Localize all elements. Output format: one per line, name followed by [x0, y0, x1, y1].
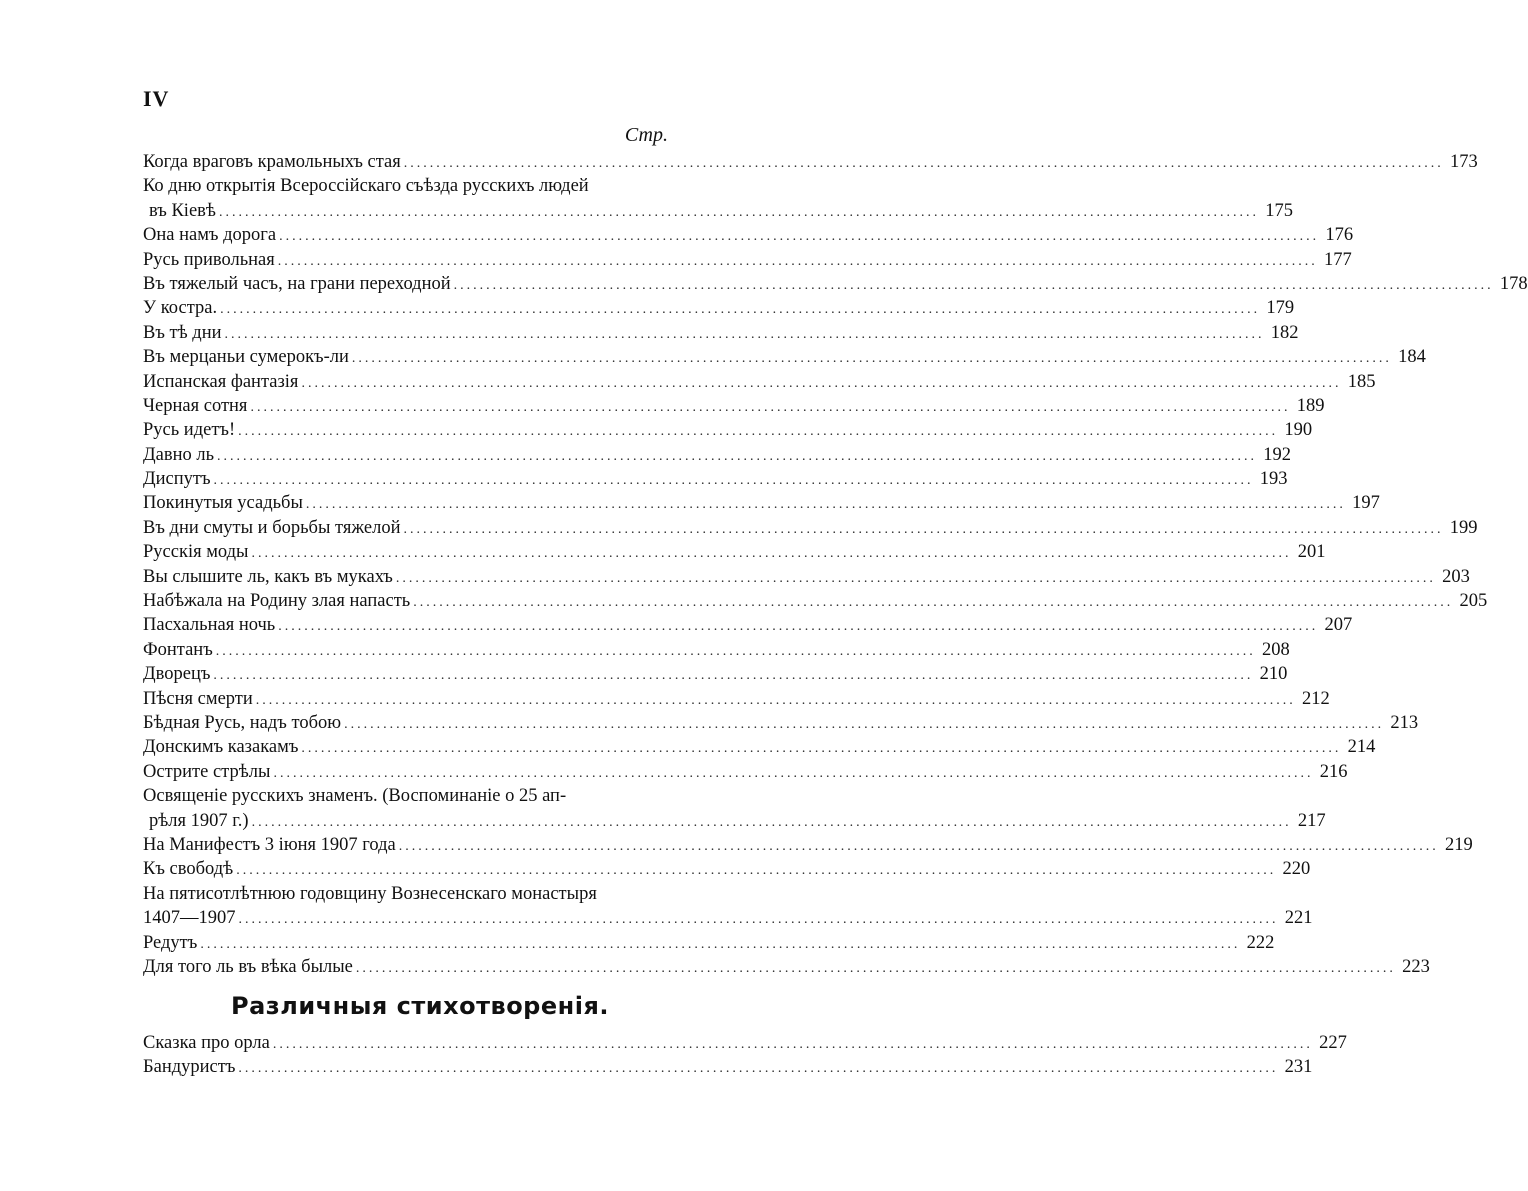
entry-title: У костра. — [143, 298, 218, 319]
toc-entry — [143, 321, 1299, 345]
entry-title: Въ тѣ дни — [143, 322, 222, 343]
toc-entry — [143, 394, 1325, 418]
dot-leader: ................................................................................................................................................................ — [215, 643, 1256, 659]
toc-entry — [143, 516, 1478, 540]
toc-entry — [143, 760, 1348, 784]
toc-entry — [143, 638, 1290, 662]
dot-leader: ................................................................................................................................................................ — [403, 521, 1444, 537]
entry-title: На Манифестъ 3 іюня 1907 года — [143, 834, 396, 855]
toc-entry — [143, 248, 1352, 272]
entry-page: 212 — [1302, 688, 1330, 709]
entry-page: 220 — [1282, 859, 1311, 880]
entry-title: Редутъ — [143, 932, 198, 953]
entry-title: Русь привольная — [143, 249, 275, 270]
toc-entry — [143, 272, 1528, 296]
entry-page: 192 — [1263, 444, 1292, 465]
page-number: IV — [143, 86, 170, 111]
toc-entry — [143, 662, 1288, 686]
entry-page: 217 — [1297, 810, 1326, 831]
entry-title: Пѣсня смерти — [143, 688, 253, 709]
entry-title: Она намъ дорога — [143, 225, 277, 246]
entry-page: 189 — [1296, 395, 1325, 416]
table-of-contents-section — [143, 1031, 1347, 1080]
toc-entry — [143, 687, 1330, 711]
dot-leader: ................................................................................................................................................................ — [213, 473, 1254, 489]
dot-leader: ................................................................................................................................................................ — [250, 399, 1291, 415]
entry-page: 185 — [1347, 371, 1376, 392]
toc-entry — [143, 613, 1353, 637]
entry-title: Русь идетъ! — [143, 420, 236, 441]
entry-title: Донскимъ казакамъ — [143, 737, 299, 758]
entry-title-line1: На пятисотлѣтнюю годовщину Вознесенскаго монастыря — [143, 883, 597, 904]
dot-leader: ................................................................................................................................................................ — [351, 351, 1392, 367]
entry-title: Въ дни смуты и борьбы тяжелой — [143, 517, 401, 538]
dot-leader: ................................................................................................................................................................ — [273, 765, 1314, 781]
entry-title: Покинутыя усадьбы — [143, 493, 303, 514]
dot-leader: ................................................................................................................................................................ — [238, 424, 1279, 440]
entry-title: Пасхальная ночь — [143, 615, 276, 636]
entry-title: Въ тяжелый часъ, на грани переходной — [143, 273, 451, 294]
entry-page: 199 — [1449, 517, 1478, 538]
toc-entry — [143, 467, 1288, 491]
entry-title: Когда враговъ крамольныхъ стая — [143, 152, 401, 172]
entry-title: Русскія моды — [143, 542, 249, 563]
toc-entry — [143, 1031, 1347, 1055]
entry-title: въ Кіевѣ — [149, 200, 216, 221]
entry-page: 184 — [1398, 347, 1426, 368]
toc-entry — [143, 931, 1275, 955]
entry-title-line1: Ко дню открытія Всероссійскаго съѣзда русскихъ людей — [143, 176, 589, 197]
entry-page: 176 — [1325, 225, 1354, 246]
dot-leader: ................................................................................................................................................................ — [238, 1061, 1279, 1077]
dot-leader: ................................................................................................................................................................ — [395, 570, 1436, 586]
toc-entry — [143, 296, 1295, 320]
entry-title: Вы слышите ль, какъ въ мукахъ — [143, 566, 393, 587]
dot-leader: ................................................................................................................................................................ — [305, 497, 1346, 513]
dot-leader: ................................................................................................................................................................ — [251, 814, 1292, 830]
toc-entry — [143, 711, 1419, 735]
table-of-contents — [143, 150, 1528, 979]
entry-page: 222 — [1246, 932, 1275, 953]
entry-page: 210 — [1259, 664, 1288, 685]
entry-title: Бандуристъ — [143, 1057, 236, 1078]
entry-title: Черная сотня — [143, 395, 248, 416]
entry-title: Въ мерцаньи сумерокъ-ли — [143, 347, 349, 368]
dot-leader: ................................................................................................................................................................ — [236, 863, 1277, 879]
toc-entry — [143, 565, 1470, 589]
toc-entry — [143, 370, 1376, 394]
entry-page: 207 — [1324, 615, 1353, 636]
entry-title: Испанская фантазія — [143, 371, 299, 392]
entry-page: 219 — [1445, 834, 1473, 855]
dot-leader: ................................................................................................................................................................ — [277, 253, 1318, 269]
dot-leader: ................................................................................................................................................................ — [413, 595, 1454, 611]
entry-title: Фонтанъ — [143, 639, 213, 660]
entry-page: 182 — [1270, 322, 1299, 343]
toc-entry — [143, 443, 1292, 467]
dot-leader: ................................................................................................................................................................ — [355, 960, 1396, 976]
entry-title: 1407—1907 — [143, 908, 236, 929]
dot-leader: ................................................................................................................................................................ — [278, 619, 1319, 635]
dot-leader: ................................................................................................................................................................ — [255, 692, 1296, 708]
dot-leader: ................................................................................................................................................................ — [224, 326, 1265, 342]
entry-page: 214 — [1347, 737, 1376, 758]
entry-title: Сказка про орла — [143, 1033, 270, 1053]
dot-leader: ................................................................................................................................................................ — [398, 838, 1439, 854]
dot-leader: ................................................................................................................................................................ — [279, 229, 1320, 245]
entry-title: Для того ль въ вѣка былые — [143, 956, 353, 977]
entry-page: 205 — [1459, 591, 1488, 612]
entry-title: Набѣжала на Родину злая напасть — [143, 591, 411, 612]
dot-leader: ................................................................................................................................................................ — [301, 741, 1342, 757]
toc-entry — [143, 1055, 1313, 1079]
entry-title: Къ свободѣ — [143, 859, 234, 880]
toc-entry — [143, 882, 1313, 931]
dot-leader: ................................................................................................................................................................ — [251, 546, 1292, 562]
toc-entry — [143, 784, 1326, 833]
entry-page: 197 — [1352, 493, 1380, 514]
page-column-header: Стр. — [624, 124, 668, 146]
toc-entry — [143, 589, 1488, 613]
toc-entry — [143, 540, 1326, 564]
toc-entry — [143, 955, 1430, 979]
dot-leader: ................................................................................................................................................................ — [200, 936, 1241, 952]
toc-entry — [143, 735, 1376, 759]
toc-entry — [143, 418, 1313, 442]
dot-leader: ................................................................................................................................................................ — [301, 375, 1342, 391]
dot-leader: ................................................................................................................................................................ — [403, 156, 1444, 171]
entry-title: Бѣдная Русь, надъ тобою — [143, 712, 342, 733]
toc-entry — [143, 150, 1478, 174]
entry-page: 201 — [1297, 542, 1326, 563]
dot-leader: ................................................................................................................................................................ — [238, 912, 1279, 928]
entry-page: 221 — [1284, 908, 1313, 929]
entry-page: 231 — [1284, 1057, 1313, 1078]
toc-entry — [143, 833, 1473, 857]
toc-entry — [143, 491, 1380, 515]
dot-leader: ................................................................................................................................................................ — [213, 668, 1254, 684]
dot-leader: ................................................................................................................................................................ — [220, 302, 1261, 318]
toc-entry — [143, 223, 1354, 247]
entry-page: 216 — [1319, 761, 1348, 782]
entry-page: 208 — [1262, 639, 1290, 660]
entry-page: 227 — [1319, 1033, 1347, 1053]
entry-page: 177 — [1324, 249, 1352, 270]
entry-title: Диспутъ — [143, 469, 211, 490]
entry-title: Острите стрѣлы — [143, 761, 271, 782]
section-heading: Различныя стихотворенія. — [231, 992, 609, 1020]
entry-page: 178 — [1499, 273, 1528, 294]
toc-entry — [143, 345, 1426, 369]
toc-entry — [143, 857, 1311, 881]
entry-page: 223 — [1402, 956, 1430, 977]
entry-title-line1: Освященіе русскихъ знаменъ. (Воспоминаніе о 25 ап- — [143, 786, 567, 807]
toc-entry — [143, 174, 1293, 223]
dot-leader: ................................................................................................................................................................ — [453, 277, 1494, 293]
entry-title: рѣля 1907 г.) — [149, 810, 249, 831]
entry-title: Давно ль — [143, 444, 215, 465]
entry-title: Дворецъ — [143, 664, 211, 685]
entry-page: 193 — [1259, 469, 1288, 490]
dot-leader: ................................................................................................................................................................ — [217, 448, 1258, 464]
entry-page: 190 — [1284, 420, 1313, 441]
entry-page: 213 — [1390, 712, 1419, 733]
dot-leader: ................................................................................................................................................................ — [218, 204, 1259, 220]
entry-page: 203 — [1442, 566, 1470, 587]
entry-page: 179 — [1266, 298, 1295, 319]
entry-page: 173 — [1450, 152, 1478, 172]
dot-leader: ................................................................................................................................................................ — [344, 716, 1385, 732]
dot-leader: ................................................................................................................................................................ — [272, 1037, 1313, 1052]
entry-page: 175 — [1265, 200, 1293, 221]
